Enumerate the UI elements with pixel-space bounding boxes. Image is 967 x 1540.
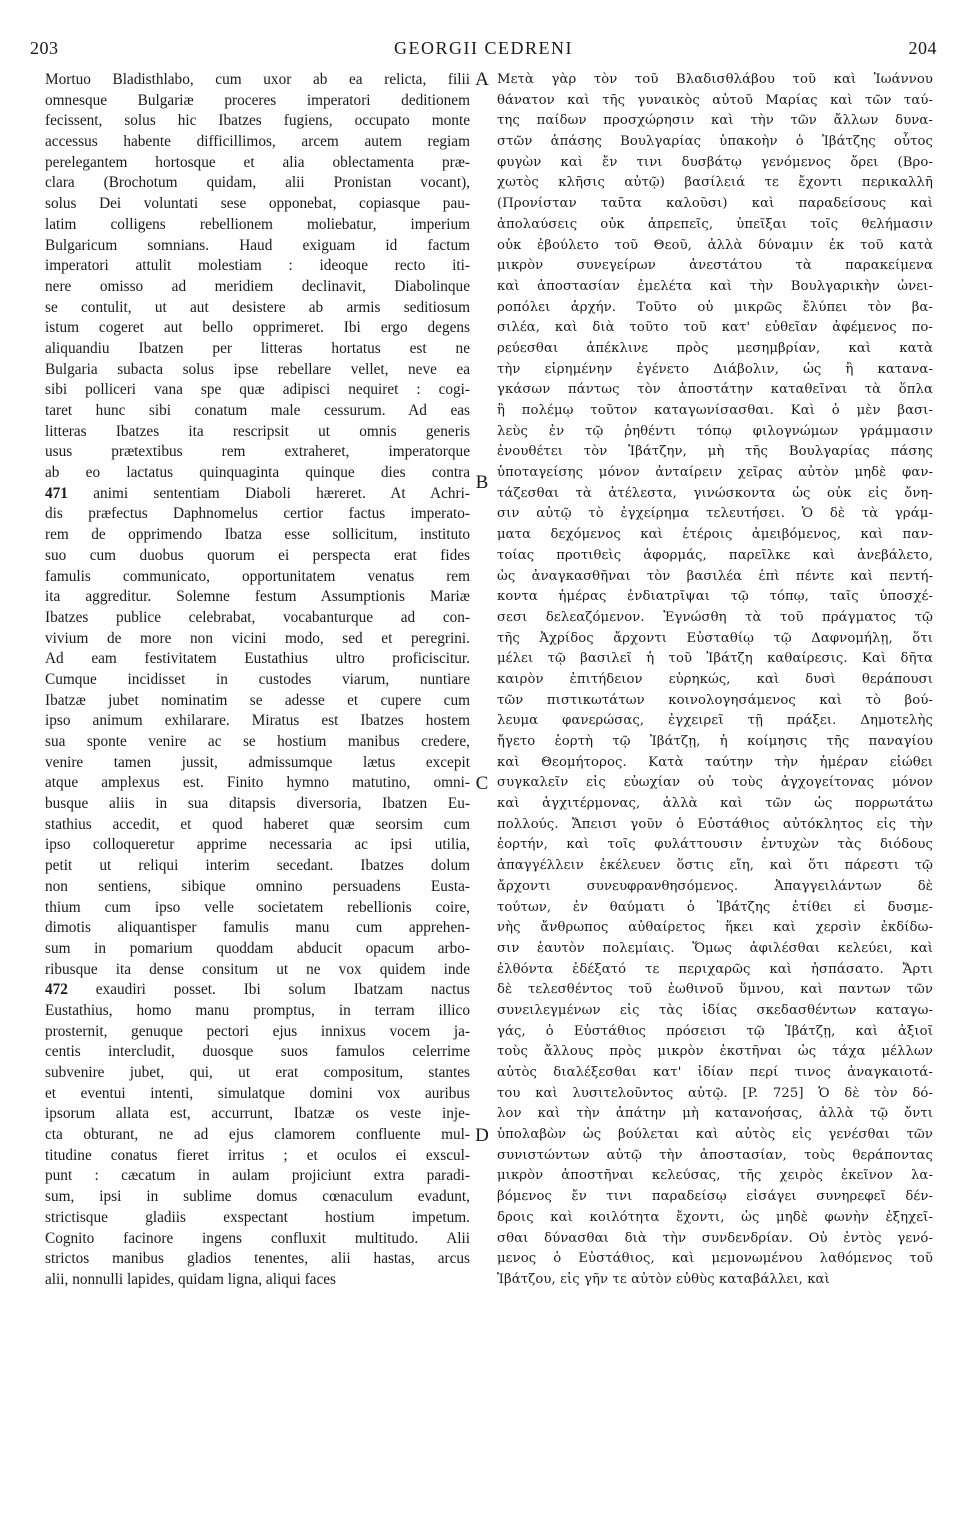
latin-text-line: Ad eam festivitatem Eustathius ultro proficiscitur. — [45, 650, 470, 668]
margin-letter: B — [475, 472, 489, 494]
greek-text-line: Μετὰ γὰρ τὸν τοῦ Βλαδισθλάβου τοῦ καὶ Ἰωάννου — [497, 72, 933, 87]
greek-text-line: ἐνουθέτει τὸν Ἰβάτζην, μὴ τῆς Βουλγαρίας πάσης — [497, 444, 933, 460]
greek-text-line: ἑορτήν, καὶ τοῖς φυλάττουσιν ἐντυχὼν τὰς διόδους — [497, 837, 933, 853]
latin-text-line: usus prætextibus rem extraheret, imperatorque — [45, 443, 470, 461]
latin-text-line: dimotis aliquantisper famulis manu cum apprehen- — [45, 919, 470, 937]
latin-text-line: strictisque gladiis exspectant hostium impetum. — [45, 1208, 470, 1226]
greek-text-line: αὐτὸς διαλέξεσθαι κατ' ἰδίαν περί τινος ἀναγκαιοτά- — [497, 1065, 933, 1080]
greek-text-line: λεὺς ἐν τῷ ῥηθέντι τόπῳ φιλογνώμων γράμμασιν — [497, 423, 933, 439]
greek-text-line: θάνατον καὶ τῆς γυναικὸς αὐτοῦ Μαρίας καὶ τῶν ταύ- — [497, 92, 933, 108]
greek-text-line: ἄρχοντι συνευφρανθησόμενος. Ἀπαγγειλάντων δὲ — [497, 878, 933, 894]
greek-text-line: ἀπολαύσεις οὐκ ἀπρεπεῖς, ὑπεῖξαι τοῖς θελήμασιν — [497, 216, 933, 232]
greek-text-line: κοντα ἡμέρας ἐνδιατρῖψαι τῷ τόπῳ, ταῖς ὑποσχέ- — [497, 589, 933, 605]
latin-text-line: clara (Brochotum quidam, alii Pronistan vocant), — [45, 174, 470, 192]
running-title: GEORGII CEDRENI — [394, 38, 573, 58]
greek-text-line: στῶν ἁπάσης Βουλγαρίας ὑπακοὴν ὁ Ἰβάτζης οὗτος — [497, 134, 933, 150]
latin-text-line: titudine conatus fieret irritus ; et oculos ei exscul- — [45, 1146, 470, 1164]
latin-text-line: thium cum ipso velle societatem rebellionis coire, — [45, 898, 470, 916]
greek-text-line: συνιστώντων αὐτῷ τὴν ἀποστασίαν, τοὺς θεράποντας — [497, 1147, 933, 1163]
greek-text-line: καὶ ἀποστασίαν ἐμελέτα καὶ τὴν Βουλγαρικὴν ὠνει- — [497, 278, 933, 294]
latin-text-line: latim colligens rebellionem moliebatur, imperium — [45, 215, 470, 233]
greek-text-line: γάς, ὁ Εὐστάθιος πρόσεισι τῷ Ἰβάτζῃ, καὶ ἀξιοῖ — [497, 1023, 933, 1039]
greek-text-line: ὑποταγείσης μόνον ἀνταίρειν χεῖρας αὐτὸν μηδὲ φαν- — [497, 465, 933, 481]
greek-text-line: της παίδων προσχώρησιν καὶ τὴν τῶν ἄλλων δυνα- — [497, 113, 933, 129]
margin-letter: C — [475, 772, 489, 794]
greek-text-line: σιν ἑαυτὸν πολεμίαις. Ὅμως ἀφιλέσθαι κελεύει, καὶ — [497, 940, 933, 956]
latin-text-line: ipso colloqueretur apprime necessaria ac ipsi utilia, — [45, 836, 470, 854]
greek-text-line: καὶ Θεομήτορος. Κατὰ ταύτην τὴν ἡμέραν εἰώθει — [497, 754, 933, 770]
latin-text-line: Cumque incidisset in custodes viarum, nuntiare — [45, 670, 470, 688]
latin-text-line: imperatori attulit molestiam : ideoque recto iti- — [45, 257, 470, 275]
latin-text-line: petit ut reliqui interim secedant. Ibatzes dolum — [45, 857, 470, 875]
greek-text-line: τοὺς ἄλλους πρὸς μικρὸν ἐκστῆναι ὡς τάχα μέλλων — [497, 1044, 933, 1060]
greek-text-line: ἀπαγγέλλειν ἐκέλευεν ὅστις εἴη, καὶ ὅτι πάρεστι τῷ — [497, 858, 933, 874]
greek-text-line: τὴν εἰρημένην ἐγένετο Διάβολιν, ὡς ἢ κατανα- — [497, 361, 933, 377]
greek-text-line: σθαι δύνασθαι διὰ τὴν συνδενδρίαν. Οὐ ἐντὸς γενό- — [497, 1230, 933, 1246]
latin-text-line: sum in pomarium quoddam abducit opacum arbo- — [45, 939, 470, 957]
latin-text-line: aliquandiu Ibatzen per litteras hortatus est ne — [45, 339, 470, 357]
greek-text-line: νὴς ἄνθρωπος αὐθαίρετος ἥκει καὶ χερσὶν ἐκδίδω- — [497, 920, 933, 936]
greek-text-line: τῆς Ἀχρίδος ἄρχοντι Εὐσταθίῳ τῷ Δαφνομήλῃ, ὅτι — [497, 630, 933, 646]
greek-text-line: τοίας προτιθεὶς ἀφορμάς, παρεῖλκε καὶ ἀνεβάλετο, — [497, 547, 933, 563]
greek-text-line: τῶν πιστικωτάτων κοινολογησάμενος καὶ τὸ βού- — [497, 692, 933, 708]
latin-text-line: non sentiens, sibique omnino persuadens Eusta- — [45, 877, 470, 895]
greek-text-line: τάζεσθαι τὰ ἀτέλεστα, γινώσκοντα ὡς οὐκ εἰς ὄνη- — [497, 485, 933, 501]
latin-text-line: Eustathius, homo manu promptus, in terram illico — [45, 1001, 470, 1019]
greek-text-line: ἢ πολέμῳ τοῦτον καταγωνίσασθαι. Καὶ ὁ μὲν βασι- — [497, 403, 933, 418]
greek-column — [497, 70, 933, 1291]
latin-text-line: sum, ipsi in sublime domus cœnaculum evadunt, — [45, 1188, 470, 1206]
latin-text-line: centis intercludit, duosque suos famulos celerrime — [45, 1043, 470, 1061]
latin-text-line: ab eo lactatus quinquaginta quinque dies contra — [45, 464, 470, 482]
greek-text-line: χωτὸς κλῆσις αὐτῷ) βασίλειά τε ἔχοντι περικαλλῆ — [497, 175, 933, 191]
latin-text-line: Mortuo Bladisthlabo, cum uxor ab ea relicta, filii — [45, 71, 470, 88]
latin-text-line: subvenire jubet, qui, ut erat compositum, stantes — [45, 1064, 470, 1081]
page-number-left: 203 — [30, 38, 59, 58]
latin-text-line: ribusque ita dense consitum ut ne vox quidem inde — [45, 960, 470, 978]
greek-text-line: ἐλθόντα ἐδέξατό τε περιχαρῶς καὶ ἠσπάσατο. Ἄρτι — [497, 961, 933, 977]
greek-text-line: ροπόλει ἀρχήν. Τοῦτο οὐ μικρῶς ἔλύπει τὸν βα- — [497, 299, 933, 315]
greek-text-line: σιλέα, καὶ διὰ τοῦτο τοῦ κατ' εὐθεῖαν ἀφέμενος πο- — [497, 320, 933, 336]
latin-text-line: Bulgaria subacta solus ipse rebellare vellet, neve ea — [45, 360, 470, 378]
latin-text-line: prosternit, genuque pectori ejus innixus vocem ja- — [45, 1022, 470, 1040]
latin-text-line: ipsorum allata est, accurrunt, Ibatzæ os veste inje- — [45, 1105, 470, 1123]
greek-text-line: μέλει τῷ βασιλεῖ ἡ τοῦ Ἰβάτζη καθαίρεσις. Καὶ δῆτα — [497, 651, 933, 667]
latin-text-line: alii, nonnulli lapides, quidam ligna, aliqui faces — [45, 1270, 336, 1288]
latin-text-line: stathius accedit, et quod haberet quæ seorsim cum — [45, 815, 470, 833]
margin-letter: D — [475, 1124, 489, 1146]
latin-text-line: atque amplexus est. Finito hymno matutino, omni- — [45, 774, 470, 792]
latin-text-line: ita aggreditur. Solemne festum Assumptionis Mariæ — [45, 588, 470, 606]
greek-text-line: πολλούς. Ἄπεισι γοῦν ὁ Εὐστάθιος αὐτόκλητος εἰς τὴν — [497, 816, 933, 832]
latin-text-line: punt : cæcatum in aulam projiciunt extra paradi- — [45, 1167, 470, 1185]
greek-text-line: φυγὼν καὶ ἔν τινι δυσβάτῳ γενόμενος ὄρει (Βρο- — [497, 154, 933, 170]
latin-text-line: famulis communicato, opportunitatem venatus rem — [45, 567, 470, 585]
greek-text-line: καιρὸν ἐπιτήδειον εὑρηκώς, καὶ δυσὶ θεράπουσι — [497, 671, 933, 687]
greek-text-line: ὡς ἀναγκασθῆναι τὸν βασιλέα ἐπὶ πέντε καὶ πεντή- — [497, 568, 933, 584]
latin-text-line: dis præfectus Daphnomelus certior factus imperato- — [45, 505, 470, 523]
page-number-right: 204 — [908, 38, 937, 58]
latin-text-line: 472 exaudiri posset. Ibi solum Ibatzam nactus — [45, 981, 470, 999]
greek-text-line: βόμενος ἔν τινι παραδείσῳ εἰσάγει συνηρεφεῖ δέν- — [497, 1189, 933, 1205]
latin-text-line: venire tamen jussit, admissumque lætus excepit — [45, 753, 470, 771]
greek-text-line: λευμα φανερώσας, ἐγχειρεῖ τῇ πράξει. Δημοτελὴς — [497, 713, 933, 729]
latin-text-line: fecissent, solus hic Ibatzes fugiens, occupato monte — [45, 112, 470, 130]
greek-text-line: συγκαλεῖν εἰς εὐωχίαν οὐ τοὺς ἀγχογείτονας μόνον — [497, 775, 933, 791]
greek-text-line: του καὶ λυσιτελοῦντος αὐτῷ. [P. 725] Ὁ δὲ τὸν δό- — [497, 1085, 933, 1101]
latin-text-line: et eventui intenti, simulatque domini vox auribus — [45, 1084, 470, 1102]
latin-text-line: vivium de more non vicini modo, sed et peregrini. — [45, 629, 470, 647]
greek-text-line: μικρὸν ἀποστῆναι κελεύσας, τῆς χειρὸς ἐκεῖνον λα- — [497, 1168, 933, 1184]
reference-number: 472 — [45, 981, 68, 999]
latin-text-line: Ibatzes publice celebrabat, vocabanturque ad con- — [45, 608, 470, 626]
greek-text-line: σιν αὐτῷ τὸ ἐγχείρημα τελευτήσει. Ὁ δὲ τὰ γράμ- — [497, 506, 933, 522]
greek-text-line: μενος ὁ Εὐστάθιος, καὶ μεμονωμένου λαθόμενος τοῦ — [497, 1251, 933, 1267]
margin-letter: A — [475, 69, 489, 90]
greek-text-line: δὲ τελεσθέντος τοῦ ἑωθινοῦ ὕμνου, καὶ παντων τῶν — [497, 982, 933, 998]
latin-text-line: Ibatzæ jubet nominatim se adesse et cupere cum — [45, 691, 470, 709]
latin-text-line: solus Dei voluntati sese opponebat, copiasque pau- — [45, 195, 470, 213]
latin-text-line: omnesque Bulgariæ proceres imperatori deditionem — [45, 91, 470, 109]
greek-text-line: (Προνίσταν ταῦτα καλοῦσι) καὶ παραδείσους καὶ — [497, 196, 933, 212]
greek-text-line: ἤγετο ἑορτὴ τῷ Ἰβάτζῃ, ἡ κοίμησις τῆς παναγίου — [497, 734, 933, 749]
greek-text-line: μικρὸν συνεγείρων ἀνεστάτου τὰ παρακείμενα — [497, 258, 933, 274]
latin-text-line: perelegantem hortosque et alia oblectamenta præ- — [45, 153, 470, 171]
latin-text-line: litteras Ibatzes ita rescripsit ut omnis generis — [45, 422, 470, 440]
greek-text-line: Ἰβάτζου, εἰς γῆν τε αὐτὸν εὐθὺς καταβάλλει, καὶ — [497, 1271, 830, 1287]
latin-column — [45, 70, 470, 1291]
latin-text-line: cta obturant, ne ad ejus clamorem confluente mul- — [45, 1126, 470, 1144]
latin-text-line: Bulgaricum somnians. Haud exiguam id factum — [45, 236, 470, 254]
greek-text-line: καὶ ἀγχιτέρμονας, ἀλλὰ καὶ τῶν ὡς πορρωτάτω — [497, 796, 933, 812]
running-header — [30, 38, 937, 62]
latin-text-line: ipso animum exhilarare. Miratus est Ibatzes hostem — [45, 712, 470, 730]
latin-text-line: 471 animi sententiam Diaboli hæreret. At Achri- — [45, 484, 470, 502]
greek-text-line: ματα δεχόμενος καὶ ἑτέροις ἀμειβόμενος, καὶ παν- — [497, 527, 933, 543]
latin-text-line: istum cogeret aut bello opprimeret. Ibi ergo degens — [45, 319, 470, 337]
greek-text-line: ρεύεσθαι ἀπέκλινε πρὸς μεσημβρίαν, καὶ κατὰ — [497, 340, 933, 356]
latin-text-line: suo cum duobus quorum ei perspecta erat fides — [45, 546, 470, 564]
greek-text-line: γκάσων πάντως τὸν ἀποστάτην καταθεῖναι τὰ ὅπλα — [497, 382, 933, 398]
latin-text-line: Cognito facinore ingens confluxit multitudo. Alii — [45, 1229, 470, 1247]
latin-text-line: busque aliis in sua ditapsis diversoria, Ibatzen Eu- — [45, 795, 470, 813]
latin-text-line: nere omisso ad meridiem declinavit, Diabolinque — [45, 277, 470, 295]
latin-text-line: accessus habente difficillimos, arcem autem regiam — [45, 133, 470, 151]
latin-text-line: strictos manibus gladios tenentes, alii hastas, arcus — [45, 1250, 470, 1268]
greek-text-line: δροις καὶ κοιλότητα ἔχοντι, ὡς μηδὲ φωνὴν ἐξηχεῖ- — [497, 1209, 933, 1225]
latin-text-line: sibi polliceri vana spe quæ adipisci nequiret : cogi- — [45, 381, 470, 399]
latin-text-line: sua sponte venire ac se hostium manibus credere, — [45, 733, 470, 750]
latin-text-line: se contulit, ut aut desistere ab armis seditiosum — [45, 298, 470, 316]
reference-number: 471 — [45, 484, 68, 502]
greek-text-line: τούτων, ἐν θαύματι ὁ Ἰβάτζης ἐτίθει εἰ δυσμε- — [497, 899, 933, 915]
greek-text-line: οὐκ ἐβούλετο τοῦ Θεοῦ, ἀλλὰ δύναμιν ἐκ τοῦ κατὰ — [497, 237, 933, 253]
greek-text-line: ὑπολαβὼν ὡς βούλεται καὶ αὐτὸς εἰς γενέσθαι τῶν — [497, 1127, 933, 1143]
greek-text-line: σεσι δελεαζόμενον. Ἐγνώσθη τὰ τοῦ πράγματος τῷ — [497, 609, 933, 625]
greek-text-line: συνειλεγμένων εἰς τὰς ἰδίας σκεδασθέντων καταγω- — [497, 1002, 933, 1018]
latin-text-line: rem de opprimendo Ibatza esse sollicitum, instituto — [45, 526, 470, 544]
latin-text-line: taret hunc sibi conatum male cessurum. Ad eas — [45, 402, 470, 419]
greek-text-line: λον καὶ τὴν ἀπάτην μὴ κατανοήσας, ἀλλὰ τῷ ὄντι — [497, 1106, 933, 1122]
